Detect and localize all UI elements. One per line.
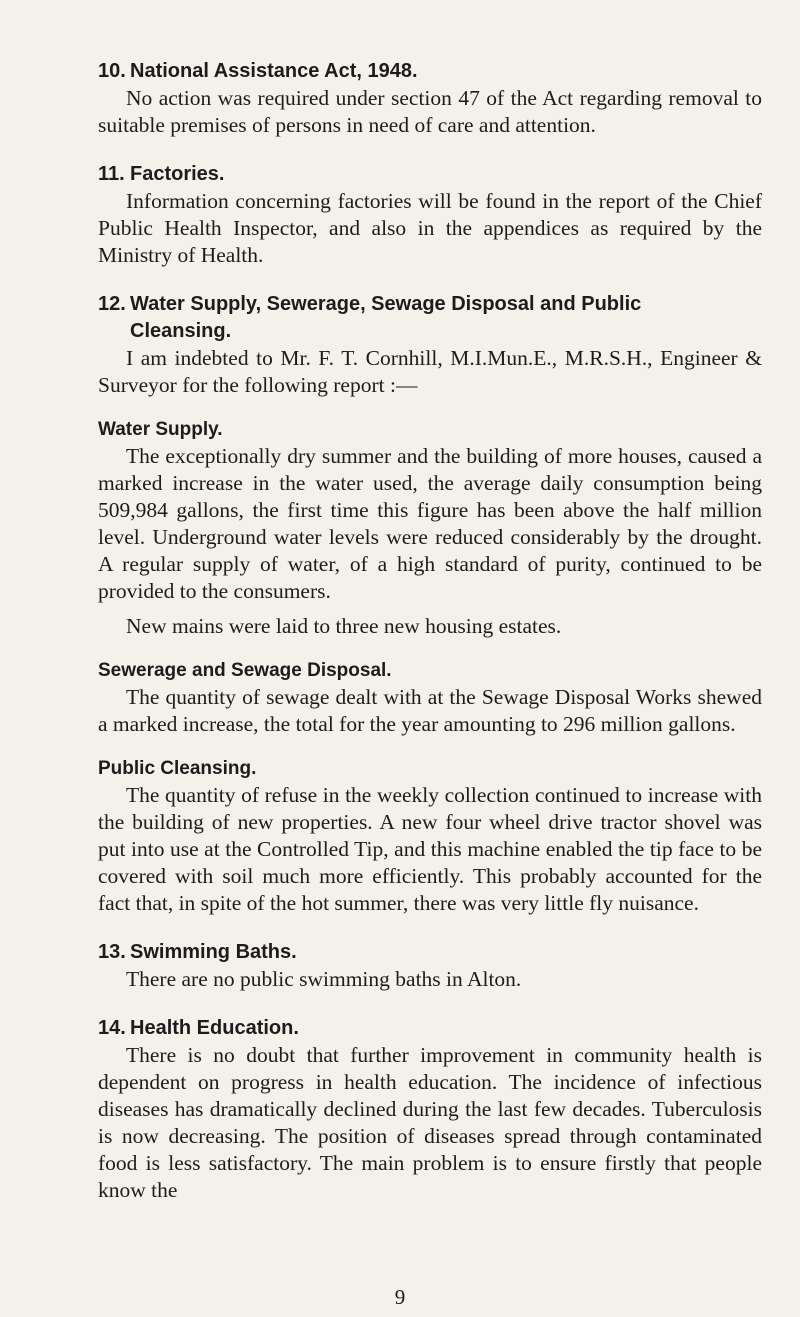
section-title: Swimming Baths.	[130, 941, 297, 963]
section-number: 13.	[98, 941, 126, 963]
paragraph: I am indebted to Mr. F. T. Cornhill, M.I.Mun.E., M.R.S.H., Engineer & Surveyor for the following report :—	[98, 346, 762, 397]
section-title: Health Education.	[130, 1017, 299, 1039]
section-heading	[98, 939, 762, 966]
section-heading	[98, 291, 762, 345]
paragraph: There are no public swimming baths in Alton.	[126, 967, 522, 991]
page-number: 9	[394, 1285, 406, 1309]
section-title: National Assistance Act, 1948.	[130, 60, 418, 82]
section-title-continued: Cleansing.	[130, 320, 232, 342]
section-title: Water Supply, Sewerage, Sewage Disposal and Public	[130, 293, 642, 315]
section-number: 14.	[98, 1017, 126, 1039]
paragraph: The quantity of sewage dealt with at the Sewage Disposal Works shewed a marked increase, the total for the year amounting to 296 million gallons.	[98, 685, 762, 736]
section-13	[98, 939, 762, 993]
section-number: 11.	[98, 163, 125, 185]
section-heading	[98, 1015, 762, 1042]
section-number: 10.	[98, 60, 126, 82]
subsection-title: Public Cleansing.	[98, 758, 257, 779]
section-title: Factories.	[130, 163, 225, 185]
paragraph: No action was required under section 47 of the Act regarding removal to suitable premises of persons in need of care and attention.	[98, 86, 762, 137]
subsection-title: Sewerage and Sewage Disposal.	[98, 660, 392, 681]
paragraph: The quantity of refuse in the weekly collection continued to increase with the building of new properties. A new four wheel drive tractor shovel was put into use at the Controlled Tip, and this machine enabled the tip face to be covered with soil much more efficiently. This probably accounted for the fact that, in spite of the hot summer, there was very little fly nuisance.	[98, 783, 762, 915]
subsection-title: Water Supply.	[98, 419, 223, 440]
paragraph: There is no doubt that further improvement in community health is dependent on progress in health education. The incidence of infectious diseases has dramatically declined during the last few decades. Tuberculosis is now decreasing. The position of diseases spread through contaminated food is less satisfactory. The main problem is to ensure firstly that people know the	[98, 1043, 762, 1202]
section-12	[98, 291, 762, 917]
paragraph: New mains were laid to three new housing estates.	[126, 614, 562, 638]
section-number: 12.	[98, 293, 126, 315]
paragraph: The exceptionally dry summer and the building of more houses, caused a marked increase in the water used, the average daily consumption being 509,984 gallons, the first time this figure has been above the half million level. Underground water levels were reduced considerably by the drought. A regular supply of water, of a high standard of purity, continued to be provided to the consumers.	[98, 444, 762, 603]
section-10	[98, 58, 762, 139]
section-11	[98, 161, 762, 269]
section-14	[98, 1015, 762, 1204]
section-heading	[98, 161, 762, 188]
section-heading	[98, 58, 762, 85]
paragraph: Information concerning factories will be found in the report of the Chief Public Health Inspector, and also in the appendices as required by the Ministry of Health.	[98, 189, 762, 267]
